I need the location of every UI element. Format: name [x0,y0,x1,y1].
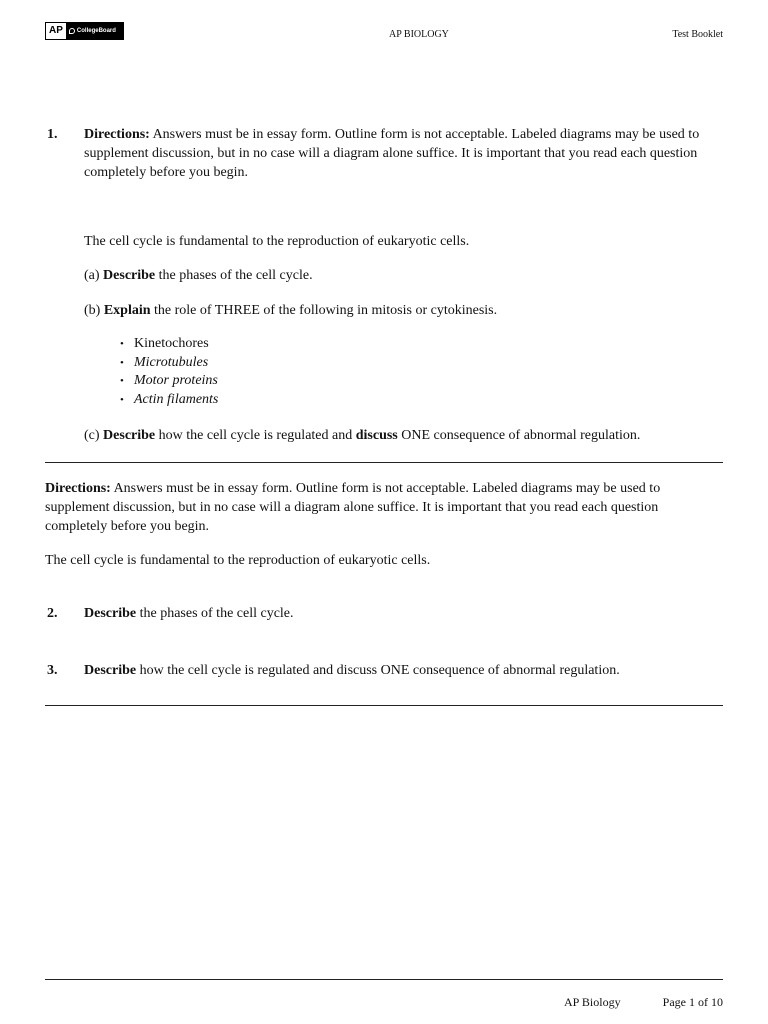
bullet-text: Motor proteins [134,373,218,388]
bullet-icon: • [120,393,124,406]
bullet-text: Microtubules [134,354,209,370]
footer-subject: AP Biology [564,995,621,1009]
collegeboard-acorn-icon [69,28,75,34]
question-1-intro: The cell cycle is fundamental to the reproduction of eukaryotic cells. [84,234,470,249]
bullet-icon: • [120,375,124,387]
list-item [120,354,218,373]
list-item [120,391,218,410]
part-a-prefix: (a) [84,268,104,283]
part-a-verb: Describe [103,268,156,283]
collegeboard-logo [66,23,123,39]
part-a-text: the phases of the cell cycle. [155,268,313,283]
footer-divider [45,979,723,980]
question-1-directions [84,125,714,182]
question-1-part-a [84,266,313,285]
question-3-text [84,661,620,680]
part-b-prefix: (b) [84,303,104,318]
header-title: AP BIOLOGY [389,29,449,40]
part-c-mid: how the cell cycle is regulated and [155,428,356,443]
list-item [120,335,218,354]
collegeboard-logo-text: CollegeBoard [76,28,116,34]
directions-label: Directions: [84,127,150,142]
directions-text: Answers must be in essay form. Outline form is not acceptable. Labeled diagrams may be used to supplement discussion, but in no case will a diagram alone suffice. It is important that you read each question completely before you begin. [84,127,700,180]
part-b-bullet-list [120,335,218,409]
part-b-text: the role of THREE of the following in mitosis or cytokinesis. [150,303,498,318]
header-booklet-label: Test Booklet [672,29,723,40]
question-1-number: 1. [47,127,58,142]
question-2-number: 2. [47,606,58,621]
part-c-prefix: (c) [84,428,104,443]
question-2-body: the phases of the cell cycle. [136,606,294,621]
ap-collegeboard-logo [45,22,124,40]
question-1-part-b [84,301,497,320]
part-b-verb: Explain [103,303,151,318]
question-3-verb: Describe [84,663,137,678]
list-item [120,372,218,391]
section-2-directions [45,479,723,536]
footer-page-number: Page 1 of 10 [662,995,723,1009]
part-c-verb: Describe [103,428,156,443]
question-3-number: 3. [47,663,58,678]
section-divider [45,705,723,706]
part-c-text: ONE consequence of abnormal regulation. [397,428,641,443]
section-2-intro: The cell cycle is fundamental to the reproduction of eukaryotic cells. [45,553,431,568]
section-divider [45,462,723,463]
question-2-verb: Describe [84,606,137,621]
bullet-text: Actin filaments [134,391,219,407]
question-1-part-c [84,426,640,445]
bullet-icon: • [120,356,124,369]
question-3-body: how the cell cycle is regulated and discuss ONE consequence of abnormal regulation. [136,663,620,678]
bullet-text: Kinetochores [134,336,209,351]
ap-logo-text: AP [46,23,66,39]
directions-label: Directions: [45,481,111,496]
bullet-icon: • [120,338,124,350]
question-2-text [84,604,294,623]
directions-text: Answers must be in essay form. Outline form is not acceptable. Labeled diagrams may be used to supplement discussion, but in no case will a diagram alone suffice. It is important that you read each question completely before you begin. [45,481,661,534]
part-c-verb2: discuss [355,428,398,443]
